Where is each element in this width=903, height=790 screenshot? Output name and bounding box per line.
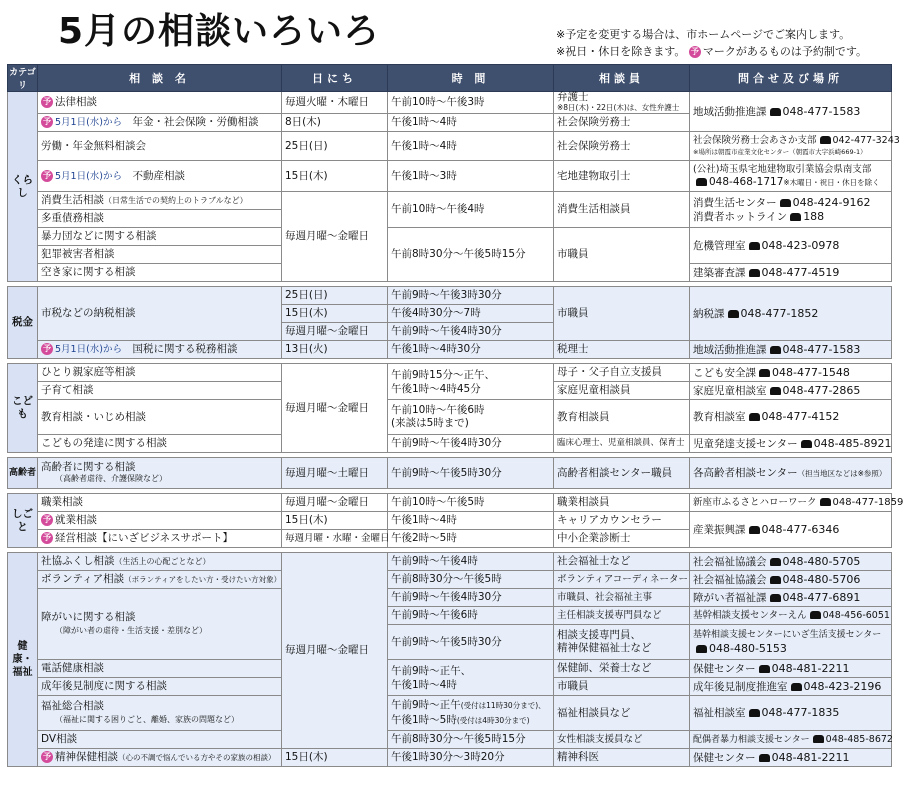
consult-name: 障がいに関する相談 (41, 611, 136, 623)
consult-time: 午前9時15分～正午、 午後1時～4時45分 (388, 364, 554, 400)
table-row: 高齢者 高齢者に関する相談 （高齢者虐待、介護保険など） 毎週月曜～土曜日 午前9時～午後5時30分 高齢者相談センター職員 各高齢者相談センター（担当地区などは※参照） (8, 458, 892, 489)
consult-time: 午前9時～午後6時 (388, 607, 554, 625)
table-header (8, 65, 892, 92)
table-row (8, 731, 892, 749)
category-label: 税金 (8, 287, 38, 359)
consult-name: 職業相談 (38, 494, 282, 512)
consult-contact: こども安全課 048-477-1548 (690, 364, 892, 382)
consult-date: 毎週月曜・水曜・金曜日 (282, 530, 388, 548)
consult-staff: 市職員 (554, 678, 690, 696)
consult-contact: 基幹相談支援センターにいざ生活支援センター 048-480-5153 (690, 625, 892, 660)
consult-contact: 地域活動推進課 048-477-1583 (690, 341, 892, 359)
table-row: 予 5月1日(水)から 年金・社会保険・労働相談 8日(木) 午後1時～4時 社会保険労務士 (8, 114, 892, 132)
consult-name: ひとり親家庭等相談 (38, 364, 282, 382)
consult-name: 精神保健相談 (55, 751, 118, 763)
consult-staff: 主任相談支援専門員など (554, 607, 690, 625)
category-label: こども (8, 364, 38, 453)
consult-time: 午後1時～3時 (388, 161, 554, 192)
consult-contact: 保健センター 048-481-2211 (690, 749, 892, 767)
phone-icon (749, 709, 760, 717)
section-kurashi (8, 91, 900, 287)
consult-name: 暴力団などに関する相談 (38, 228, 282, 246)
consult-staff: 家庭児童相談員 (554, 382, 690, 400)
phone-icon (820, 136, 831, 144)
phone-icon (770, 108, 781, 116)
table-row (8, 435, 892, 453)
consult-time: 午前9時～午後4時30分 (388, 323, 554, 341)
consult-contact: 配偶者暴力相談支援センター 048-485-8672 (690, 731, 892, 749)
consult-date: 15日(木) (282, 749, 388, 767)
consult-name: 法律相談 (55, 96, 97, 108)
consult-staff: 中小企業診断士 (554, 530, 690, 548)
reserve-mark-icon: 予 (43, 97, 51, 106)
consult-time: 午前9時～午後4時30分 (388, 435, 554, 453)
consult-staff: 教育相談員 (554, 400, 690, 435)
consult-staff: 福祉相談員など (554, 696, 690, 731)
consult-time: 午前9時～午後5時30分 (388, 625, 554, 660)
page-title: 5月の相談いろいろ (58, 11, 381, 52)
consult-contact: 社会福祉協議会 048-480-5705 (690, 553, 892, 571)
consult-staff: 税理士 (554, 341, 690, 359)
consult-time: 午後4時30分～7時 (388, 305, 554, 323)
consult-date: 15日(木) (282, 161, 388, 192)
consult-name: 社協ふくし相談 (41, 555, 115, 567)
consult-contact: 新座市ふるさとハローワーク 048-477-1859 (690, 494, 892, 512)
section-shigoto (8, 494, 903, 553)
table-row (8, 92, 892, 114)
phone-icon (813, 735, 824, 743)
consult-name: 労働・年金無料相談会 (38, 132, 282, 161)
consult-time: 午前10時～午後4時 (388, 192, 554, 228)
consult-date: 毎週月曜～金曜日 (282, 323, 388, 341)
consultation-table (7, 64, 903, 767)
consult-time: 午前8時30分～午後5時15分 (388, 731, 554, 749)
phone-icon (749, 242, 760, 250)
consult-name: 教育相談・いじめ相談 (38, 400, 282, 435)
phone-icon (749, 413, 760, 421)
consult-staff: 相談支援専門員、 精神保健福祉士など (554, 625, 690, 660)
consult-name: 不動産相談 (132, 169, 186, 182)
consult-staff: 職業相談員 (554, 494, 690, 512)
phone-icon (820, 498, 831, 506)
consult-time: 午後1時～4時 (388, 512, 554, 530)
consult-contact: 成年後見制度推進室 048-423-2196 (690, 678, 892, 696)
phone-icon (790, 213, 801, 221)
consult-name: 子育て相談 (38, 382, 282, 400)
phone-icon (759, 665, 770, 673)
consult-contact: 建築審査課 048-477-4519 (690, 264, 892, 282)
table-row (8, 287, 892, 305)
consult-staff: 臨床心理士、児童相談員、保育士 (554, 435, 690, 453)
consult-date: 25日(日) (282, 132, 388, 161)
consult-name: 多重債務相談 (38, 210, 282, 228)
consult-staff: 保健師、栄養士など (554, 660, 690, 678)
consult-date: 毎週火曜・木曜日 (282, 92, 388, 114)
reserve-mark-icon: 予 (690, 47, 699, 56)
consult-name: 経営相談【にいざビジネスサポート】 (55, 532, 233, 544)
consult-contact: 消費生活センター 048-424-9162 消費者ホットライン 188 (690, 192, 892, 228)
phone-icon (770, 346, 781, 354)
consult-name: 空き家に関する相談 (38, 264, 282, 282)
consult-time: 午前8時30分～午後5時15分 (388, 228, 554, 282)
consult-staff: 市職員、社会福祉主事 (554, 589, 690, 607)
consult-contact: 保健センター 048-481-2211 (690, 660, 892, 678)
consult-staff: 高齢者相談センター職員 (554, 458, 690, 489)
consult-time: 午後1時～4時 (388, 132, 554, 161)
reserve-mark-icon: 予 (43, 515, 51, 524)
consult-date: 25日(日) (282, 287, 388, 305)
consult-contact: 納税課 048-477-1852 (690, 287, 892, 341)
consult-contact: 教育相談室 048-477-4152 (690, 400, 892, 435)
consult-staff: 社会保険労務士 (554, 114, 690, 132)
consult-time: 午前10時～午後6時 (来談は5時まで) (388, 400, 554, 435)
consult-contact: 産業振興課 048-477-6346 (690, 512, 892, 548)
consult-contact: 福祉相談室 048-477-1835 (690, 696, 892, 731)
phone-icon (801, 440, 812, 448)
reserve-mark-icon: 予 (43, 170, 51, 180)
table-row (8, 132, 892, 161)
header-category: カテゴリ (8, 65, 38, 92)
consult-name: 高齢者に関する相談 (41, 461, 136, 473)
consult-name: 犯罪被害者相談 (38, 246, 282, 264)
consult-name: 国税に関する税務相談 (132, 343, 238, 355)
consult-name: DV相談 (38, 731, 282, 749)
consult-date: 8日(木) (282, 114, 388, 132)
table-row (8, 228, 892, 246)
consult-contact: 各高齢者相談センター（担当地区などは※参照） (690, 458, 892, 489)
section-kodomo (8, 364, 892, 458)
consult-date: 13日(火) (282, 341, 388, 359)
phone-icon (759, 754, 770, 762)
note-schedule-change: ※予定を変更する場合は、市ホームページでご案内します。 (556, 28, 851, 41)
phone-icon (810, 611, 821, 619)
consult-date: 15日(木) (282, 512, 388, 530)
category-label: 健康・福祉 (8, 553, 38, 767)
category-label: しごと (8, 494, 38, 548)
consult-contact: 児童発達支援センター 048-485-8921 (690, 435, 892, 453)
consult-staff: 市職員 (554, 228, 690, 282)
table-row: ボランティア相談（ボランティアをしたい方・受けたい方対象） 午前8時30分～午後5時 ボランティアコーディネーター 社会福祉協議会 048-480-5706 (8, 571, 892, 589)
consult-contact: (公社)埼玉県宅地建物取引業協会県南支部 048-468-1717※木曜日・祝日・休日を除く (690, 161, 892, 192)
consult-name: 福祉総合相談 (41, 700, 104, 712)
consult-staff: 精神科医 (554, 749, 690, 767)
phone-icon (749, 526, 760, 534)
consult-name: 成年後見制度に関する相談 (38, 678, 282, 696)
category-label: くらし (8, 92, 38, 282)
consult-date: 15日(木) (282, 305, 388, 323)
reserve-mark-icon: 予 (43, 752, 51, 761)
reserve-mark-icon: 予 (43, 344, 51, 353)
consult-time: 午前9時～午後4時30分 (388, 589, 554, 607)
table-row: 障がいに関する相談 （障がい者の虐待・生活支援・差別など） 午前9時～午後4時30分 市職員、社会福祉主事 障がい者福祉課 048-477-6891 (8, 589, 892, 607)
consult-time: 午前9時～午後4時 (388, 553, 554, 571)
consult-staff: 社会福祉士など (554, 553, 690, 571)
consult-date: 毎週月曜～金曜日 (282, 553, 388, 749)
consult-time: 午前10時～午後5時 (388, 494, 554, 512)
table-row: 予 5月1日(水)から 不動産相談 15日(木) 午後1時～3時 宅地建物取引士 (公社)埼玉県宅地建物取引業協会県南支部 048-468-1717※木曜日・祝日・休日を除く (8, 161, 892, 192)
table-row: 予 精神保健相談（心の不調で悩んでいる方やその家族の相談） 15日(木) 午後1時30分～3時20分 精神科医 保健センター 048-481-2211 (8, 749, 892, 767)
phone-icon (759, 369, 770, 377)
phone-icon (728, 310, 739, 318)
consult-name: 消費生活相談 (41, 194, 104, 206)
consult-staff: 社会保険労務士 (554, 132, 690, 161)
table-row: 消費生活相談（日常生活での契約上のトラブルなど） 毎週月曜～金曜日 午前10時～午後4時 消費生活相談員 消費生活センター 048-424-9162 消費者ホットライン 188 (8, 192, 892, 210)
consult-date: 毎週月曜～金曜日 (282, 192, 388, 282)
consult-time: 午後1時～4時 (388, 114, 554, 132)
consult-time: 午前9時～午後5時30分 (388, 458, 554, 489)
phone-icon (696, 645, 707, 653)
header-date: 日にち (282, 65, 388, 92)
consult-staff: 宅地建物取引士 (554, 161, 690, 192)
consult-name: ボランティア相談 (41, 573, 125, 585)
header-contact: 問合せ及び場所 (690, 65, 892, 92)
consult-contact: 危機管理室 048-423-0978 (690, 228, 892, 264)
reserve-mark-icon: 予 (43, 117, 51, 126)
phone-icon (780, 199, 791, 207)
consult-staff: キャリアカウンセラー (554, 512, 690, 530)
reserve-mark-icon: 予 (43, 533, 51, 542)
phone-icon (696, 178, 707, 186)
notes (556, 26, 867, 60)
consult-contact: 地域活動推進課 048-477-1583 (690, 92, 892, 132)
phone-icon (749, 269, 760, 277)
consult-contact: 家庭児童相談室 048-477-2865 (690, 382, 892, 400)
consult-contact: 基幹相談支援センターえん 048-456-6051 (690, 607, 892, 625)
consult-staff: 弁護士 ※8日(木)・22日(木)は、女性弁護士 (554, 92, 690, 114)
consult-staff: 消費生活相談員 (554, 192, 690, 228)
consult-contact: 社会福祉協議会 048-480-5706 (690, 571, 892, 589)
phone-icon (770, 387, 781, 395)
consult-time: 午前8時30分～午後5時 (388, 571, 554, 589)
consult-time: 午後2時～5時 (388, 530, 554, 548)
consult-time: 午前10時～午後3時 (388, 92, 554, 114)
section-koreisha (8, 458, 892, 494)
consult-staff: 市職員 (554, 287, 690, 341)
consult-name: 電話健康相談 (38, 660, 282, 678)
consult-time: 午前9時～正午、 午後1時～4時 (388, 660, 554, 696)
consult-time: 午前9時～午後3時30分 (388, 287, 554, 305)
consult-name: こどもの発達に関する相談 (38, 435, 282, 453)
category-label: 高齢者 (8, 458, 38, 489)
table-row: 予 5月1日(水)から 国税に関する税務相談 13日(火) 午後1時～4時30分 税理士 地域活動推進課 048-477-1583 (8, 341, 892, 359)
consult-name: 就業相談 (55, 514, 97, 526)
consult-name: 年金・社会保険・労働相談 (132, 116, 259, 128)
consult-contact: 障がい者福祉課 048-477-6891 (690, 589, 892, 607)
phone-icon (791, 683, 802, 691)
consult-staff: ボランティアコーディネーター (554, 571, 690, 589)
consult-staff: 母子・父子自立支援員 (554, 364, 690, 382)
table-row: 健康・福祉 社協ふくし相談（生活上の心配ごとなど） 毎週月曜～金曜日 午前9時～午後4時 社会福祉士など 社会福祉協議会 048-480-5705 (8, 553, 892, 571)
consult-time: 午前9時～正午(受付は11時30分まで)、 午後1時～5時(受付は4時30分まで) (388, 696, 554, 731)
consult-date: 毎週月曜～金曜日 (282, 494, 388, 512)
table-row (8, 512, 892, 530)
consult-name: 市税などの納税相談 (38, 287, 282, 341)
table-row (8, 660, 892, 678)
header-staff: 相談員 (554, 65, 690, 92)
consult-date: 毎週月曜～土曜日 (282, 458, 388, 489)
phone-icon (770, 594, 781, 602)
consult-time: 午後1時～4時30分 (388, 341, 554, 359)
header-name: 相 談 名 (38, 65, 282, 92)
table-row (8, 364, 892, 382)
table-row (8, 494, 892, 512)
consult-contact: 社会保険労務士会あさか支部 042-477-3243 ※場所は朝霞市産業文化センター（朝霞市大字浜崎669-1） (690, 132, 892, 161)
phone-icon (770, 576, 781, 584)
note-holidays: ※祝日・休日を除きます。 予 マークがあるものは予約制です。 (556, 45, 867, 58)
section-zeikin (8, 287, 892, 364)
consult-time: 午後1時30分～3時20分 (388, 749, 554, 767)
consult-staff: 女性相談支援員など (554, 731, 690, 749)
section-kenko: 健康・福祉 社協ふくし相談（生活上の心配ごとなど） 毎週月曜～金曜日 午前9時～午後4時 社会福祉士など 社会福祉協議会 048-480-5705 ボランティア相談（ボランティアをしたい方・受けたい方対象） 午前8時30分～午後5時 ボランティアコーディネーター 社会福祉協議会 048-480-5706 障がいに関する相談 （障がい者の虐待・生活支援・差別など） 午前9時～午後4時30分 市職員、社会福祉主事 障がい者福祉課 048-477-6891 午前9時～午後6時 主任相談支援専門員など 基幹相談支援センターえん 048-456-6051 午前9時～午後5時30分 相談支援専門員、 精神保健福祉士など 基幹相談支援センターにいざ生活支援センター 048-480-5153 電話健康相談 午前9時～正午、 午後1時～4時 保健師、栄養士など 保健センター 048-481-2211 成年後見制度に関する相談 市職員 成年後見制度推進室 048-423-2196 福祉総合相談 （福祉に関する困りごと、離婚、家族の問題など） 午前9時～正午(受付は11時30分まで)、 午後1時～5時(受付は4時30分まで) 福祉相談員など 福祉相談室 048-477-1835 DV相談 午前8時30分～午後5時15分 女性相談支援員など 配偶者暴力相談支援センター 048-485-8672 予 精神保健相談（心の不調で悩んでいる方やその家族の相談） 15日(木) 午後1時30分～3時20分 精神科医 保健センター 048-481-2211 (8, 553, 892, 767)
phone-icon (770, 558, 781, 566)
header-time: 時 間 (388, 65, 554, 92)
consult-date: 毎週月曜～金曜日 (282, 364, 388, 453)
